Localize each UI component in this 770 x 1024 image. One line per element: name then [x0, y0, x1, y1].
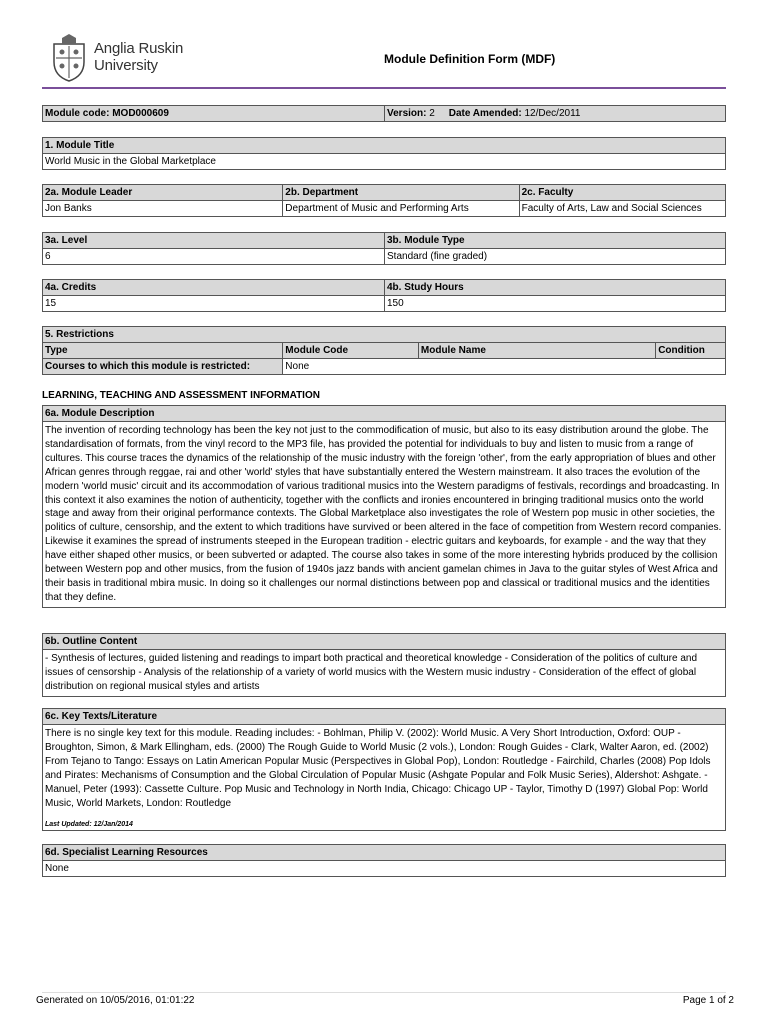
outline-text: - Synthesis of lectures, guided listening and readings to impart both practical and theoretical knowledge - Consideration of the politics of culture and issues of censorship - Analysis of the relationship of a variety of world musics with the Western music industry - Consideration of the effect of global distribution on regional musical styles and artists — [43, 650, 725, 696]
level-section — [42, 232, 726, 265]
leader-section — [42, 184, 726, 217]
credits-value: 15 — [43, 296, 384, 311]
version-label: Version: — [387, 108, 427, 119]
resources-label: 6d. Specialist Learning Resources — [43, 845, 725, 860]
study-hours-value: 150 — [384, 296, 725, 311]
module-title-section — [42, 137, 726, 170]
faculty-value: Faculty of Arts, Law and Social Sciences — [519, 201, 725, 216]
lta-heading: LEARNING, TEACHING AND ASSESSMENT INFORMATION — [42, 390, 320, 401]
resources-value: None — [43, 861, 725, 876]
key-texts-cell — [43, 725, 725, 830]
key-texts-label: 6c. Key Texts/Literature — [43, 709, 725, 724]
logo-line-2: University — [94, 57, 158, 74]
restrictions-row-value: None — [282, 359, 725, 374]
restrictions-label: 5. Restrictions — [43, 327, 725, 342]
credits-section — [42, 279, 726, 312]
module-type-value: Standard (fine graded) — [384, 249, 725, 264]
study-hours-label: 4b. Study Hours — [384, 280, 725, 295]
date-amended-label: Date Amended: — [448, 108, 522, 119]
date-amended-value: 12/Dec/2011 — [524, 108, 581, 119]
key-texts-text: There is no single key text for this module. Reading includes: - Bohlman, Philip V. (2002): World Music. A Very Short Introduction, Oxford: OUP - Broughton, Simon, & Mark Ellingham, eds. (2000) The Rough Guide to World Music (2 vols.), London: Rough Guides - Clark, Walter Aaron, ed. (2002) From Tejano to Tango: Essays on Latin American Popular Music (Perspectives in Global Pop), London: Routledge - Fairchild, Charles (2008) Pop Idols and Pirates: Mechanisms of Consumption and the Global Circulation of Popular Music (Ashgate Popular and Folk Music Series), Aldershot: Ashgate. - Manuel, Peter (1993): Cassette Culture. Pop Music and Technology in North India, Chicago: Chicago UP - Taylor, Timothy D (1997) Global Pop: World Music, World Markets, London: Routledge — [45, 728, 711, 809]
faculty-label: 2c. Faculty — [519, 185, 725, 200]
form-title: Module Definition Form (MDF) — [384, 52, 556, 66]
description-label: 6a. Module Description — [43, 406, 725, 421]
leader-label: 2a. Module Leader — [43, 185, 282, 200]
department-value: Department of Music and Performing Arts — [282, 201, 518, 216]
university-logo — [50, 34, 210, 84]
outline-section — [42, 633, 726, 697]
restrictions-section — [42, 326, 726, 375]
restrictions-col-code: Module Code — [282, 343, 418, 358]
version-value: 2 — [429, 108, 435, 119]
restrictions-row-label: Courses to which this module is restricted: — [43, 359, 282, 374]
level-value: 6 — [43, 249, 384, 264]
key-texts-section — [42, 708, 726, 831]
credits-label: 4a. Credits — [43, 280, 384, 295]
leader-value: Jon Banks — [43, 201, 282, 216]
last-updated: Last Updated: 12/Jan/2014 — [45, 821, 133, 829]
module-code: Module code: MOD000609 — [43, 106, 384, 121]
logo-line-1: Anglia Ruskin — [94, 40, 184, 57]
level-label: 3a. Level — [43, 233, 384, 248]
description-text: The invention of recording technology has been the key not just to the commodification of music, but also to its easy distribution around the globe. The standardisation of formats, from the vinyl record to the MP3 file, has provided the potential for individuals to buy and listen to music from a range of cultures. This course traces the dynamics of the relationship of the music industry with the foreign 'other', from the early appropriation of blues and other African genres through reggae, rai and other 'world' styles that have substantially entered the Western mainstream. It also traces the evolution of the modern 'world music' circuit and its accommodation of various traditional musics into the Western paradigms of festivals, recordings and broadcasting. In this context it also examines the notion of authenticity, together with the conflicts and ironies encountered in bringing traditional musics onto the world stage and away from their original performance contexts. The Global Marketplace also investigates the role of Western pop music in other societies, the politics of culture, censorship, and the extent to which traditions have survived or been altered in the face of competition from Western record companies. Likewise it examines the spread of instruments steeped in the European tradition - electric guitars and keyboards, for example - and the way that they have either shaped other musics, or been subverted or adapted. The course also takes in some of the more interesting hybrids produced by the collision between Western pop and other musics, from the fusion of 1940s jazz bands with ancient gamelan chimes in Java to the guitar styles of West Africa and their basis in traditional mbira music. In doing so it challenges our normal distinctions between pop and classical or traditional musics and the identities that they define. — [43, 422, 725, 607]
restrictions-col-condition: Condition — [655, 343, 725, 358]
version-date-cell — [384, 106, 725, 121]
module-title-label: 1. Module Title — [43, 138, 725, 153]
restrictions-col-type: Type — [43, 343, 282, 358]
crest-icon — [50, 34, 88, 82]
resources-section — [42, 844, 726, 877]
outline-label: 6b. Outline Content — [43, 634, 725, 649]
description-section — [42, 405, 726, 608]
module-code-section — [42, 105, 726, 122]
header-divider — [42, 87, 726, 89]
module-title-value: World Music in the Global Marketplace — [43, 154, 725, 169]
page-number: Page 1 of 2 — [682, 995, 734, 1006]
logo-wordmark — [94, 40, 183, 74]
department-label: 2b. Department — [282, 185, 518, 200]
footer-divider — [42, 992, 726, 993]
restrictions-col-name: Module Name — [418, 343, 655, 358]
module-type-label: 3b. Module Type — [384, 233, 725, 248]
generated-on: Generated on 10/05/2016, 01:01:22 — [36, 995, 195, 1006]
